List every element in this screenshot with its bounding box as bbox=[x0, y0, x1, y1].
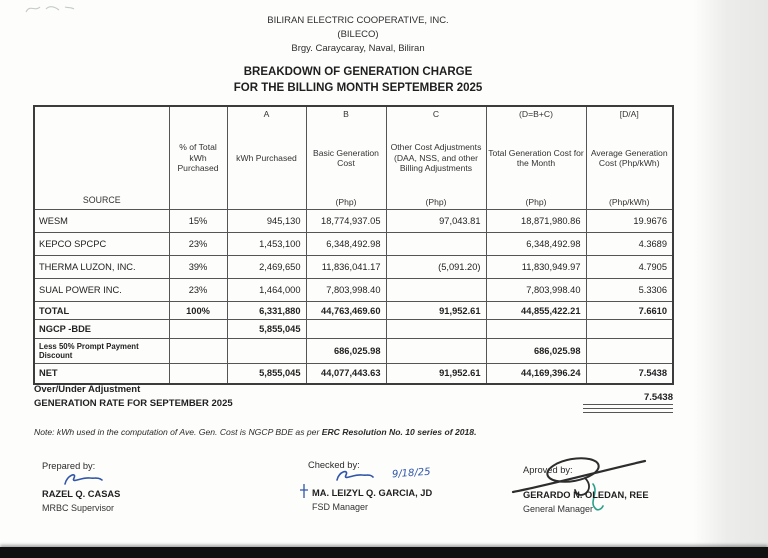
cell-avg: 4.3689 bbox=[586, 233, 673, 256]
cell-basic: 11,836,041.17 bbox=[306, 256, 386, 279]
cell-pct bbox=[169, 339, 227, 364]
checked-by-title: FSD Manager bbox=[312, 502, 369, 512]
checked-signature bbox=[325, 466, 395, 488]
approved-by-caption: Aproved by: bbox=[523, 465, 573, 475]
cell-pct bbox=[169, 320, 227, 339]
double-underline-rule bbox=[583, 408, 673, 413]
cell-other bbox=[386, 279, 486, 302]
cell-avg bbox=[586, 320, 673, 339]
cell-source: SUAL POWER INC. bbox=[34, 279, 169, 302]
cell-kwh: 1,453,100 bbox=[227, 233, 306, 256]
cell-basic: 7,803,998.40 bbox=[306, 279, 386, 302]
footnote-body: kWh used in the computation of Ave. Gen. Cost is NGCP BDE as per bbox=[54, 427, 322, 437]
column-header-basic-cost: B Basic Generation Cost (Php) bbox=[306, 106, 386, 210]
table-row bbox=[34, 339, 673, 364]
checked-by-caption: Checked by: bbox=[308, 460, 360, 470]
checked-date-handwritten: 9/18/25 bbox=[391, 466, 431, 481]
generation-charge-table bbox=[33, 105, 674, 385]
checked-initial-mark bbox=[298, 482, 310, 500]
prepared-by-caption: Prepared by: bbox=[42, 461, 96, 471]
table-row bbox=[34, 233, 673, 256]
prepared-by-title: MRBC Supervisor bbox=[42, 503, 115, 513]
cell-avg: 4.7905 bbox=[586, 256, 673, 279]
cell-source: NET bbox=[34, 364, 169, 384]
cell-pct: 23% bbox=[169, 279, 227, 302]
table-body bbox=[34, 210, 673, 384]
cell-kwh: 945,130 bbox=[227, 210, 306, 233]
cell-total: 6,348,492.98 bbox=[486, 233, 586, 256]
column-header-other-adjustments: C Other Cost Adjustments (DAA, NSS, and other Billing Adjustments (Php) bbox=[386, 106, 486, 210]
cell-avg bbox=[586, 339, 673, 364]
cell-basic: 18,774,937.05 bbox=[306, 210, 386, 233]
document-header bbox=[0, 14, 716, 56]
cell-avg: 5.3306 bbox=[586, 279, 673, 302]
table-row bbox=[34, 279, 673, 302]
scanner-bottom-edge bbox=[0, 547, 768, 558]
cell-kwh: 5,855,045 bbox=[227, 364, 306, 384]
footnote-prefix: Note: bbox=[34, 427, 55, 437]
cell-source: WESM bbox=[34, 210, 169, 233]
cell-source: TOTAL bbox=[34, 302, 169, 320]
footnote bbox=[34, 427, 476, 437]
approved-by-title: General Manager bbox=[523, 504, 594, 514]
over-under-adjustment-label: Over/Under Adjustment bbox=[34, 384, 141, 395]
generation-rate-label: GENERATION RATE FOR SEPTEMBER 2025 bbox=[34, 398, 233, 409]
generation-rate-value: 7.5438 bbox=[583, 392, 673, 405]
cell-other: 97,043.81 bbox=[386, 210, 486, 233]
cell-avg: 19.9676 bbox=[586, 210, 673, 233]
column-header-total-cost: (D=B+C) Total Generation Cost for the Month (Php) bbox=[486, 106, 586, 210]
table-row bbox=[34, 320, 673, 339]
cell-kwh: 2,469,650 bbox=[227, 256, 306, 279]
cell-kwh: 6,331,880 bbox=[227, 302, 306, 320]
table-row bbox=[34, 256, 673, 279]
org-short-name: (BILECO) bbox=[337, 29, 379, 40]
cell-basic: 686,025.98 bbox=[306, 339, 386, 364]
cell-total: 11,830,949.97 bbox=[486, 256, 586, 279]
cell-total: 7,803,998.40 bbox=[486, 279, 586, 302]
cell-source: Less 50% Prompt Payment Discount bbox=[34, 339, 169, 364]
cell-pct: 15% bbox=[169, 210, 227, 233]
cell-basic bbox=[306, 320, 386, 339]
cell-basic: 44,763,469.60 bbox=[306, 302, 386, 320]
cell-source: KEPCO SPCPC bbox=[34, 233, 169, 256]
table-row bbox=[34, 210, 673, 233]
checked-by-name: MA. LEIZYL Q. GARCIA, JD bbox=[312, 488, 433, 498]
cell-kwh: 5,855,045 bbox=[227, 320, 306, 339]
footnote-citation: ERC Resolution No. 10 series of 2018. bbox=[321, 427, 477, 437]
cell-source: THERMA LUZON, INC. bbox=[34, 256, 169, 279]
cell-basic: 6,348,492.98 bbox=[306, 233, 386, 256]
cell-avg: 7.6610 bbox=[586, 302, 673, 320]
cell-total: 18,871,980.86 bbox=[486, 210, 586, 233]
column-header-average-cost: [D/A] Average Generation Cost (Php/kWh) (Php/kWh) bbox=[586, 106, 673, 210]
table-header-row bbox=[34, 106, 673, 210]
document-title bbox=[0, 64, 716, 96]
cell-other bbox=[386, 320, 486, 339]
cell-pct: 23% bbox=[169, 233, 227, 256]
column-header-pct: % of Total kWh Purchased bbox=[169, 106, 227, 210]
approved-by-name: GERARDO N. OLEDAN, REE bbox=[523, 490, 649, 500]
column-header-source: SOURCE bbox=[34, 106, 169, 210]
cell-pct: 100% bbox=[169, 302, 227, 320]
cell-basic: 44,077,443.63 bbox=[306, 364, 386, 384]
cell-other bbox=[386, 339, 486, 364]
cell-kwh bbox=[227, 339, 306, 364]
prepared-by-name: RAZEL Q. CASAS bbox=[42, 489, 121, 499]
table-row bbox=[34, 302, 673, 320]
org-address: Brgy. Caraycaray, Naval, Biliran bbox=[291, 43, 425, 54]
title-line-1: BREAKDOWN OF GENERATION CHARGE bbox=[243, 66, 473, 78]
cell-total bbox=[486, 320, 586, 339]
cell-source: NGCP -BDE bbox=[34, 320, 169, 339]
cell-other bbox=[386, 233, 486, 256]
cell-total: 44,855,422.21 bbox=[486, 302, 586, 320]
cell-avg: 7.5438 bbox=[586, 364, 673, 384]
cell-pct: 39% bbox=[169, 256, 227, 279]
cell-total: 686,025.98 bbox=[486, 339, 586, 364]
column-header-kwh: A kWh Purchased bbox=[227, 106, 306, 210]
title-line-2: FOR THE BILLING MONTH SEPTEMBER 2025 bbox=[233, 82, 483, 94]
cell-total: 44,169,396.24 bbox=[486, 364, 586, 384]
cell-other: 91,952.61 bbox=[386, 302, 486, 320]
org-name: BILIRAN ELECTRIC COOPERATIVE, INC. bbox=[267, 15, 449, 26]
cell-other: (5,091.20) bbox=[386, 256, 486, 279]
prepared-signature bbox=[55, 469, 130, 491]
cell-pct bbox=[169, 364, 227, 384]
cell-kwh: 1,464,000 bbox=[227, 279, 306, 302]
table-row bbox=[34, 364, 673, 384]
cell-other: 91,952.61 bbox=[386, 364, 486, 384]
